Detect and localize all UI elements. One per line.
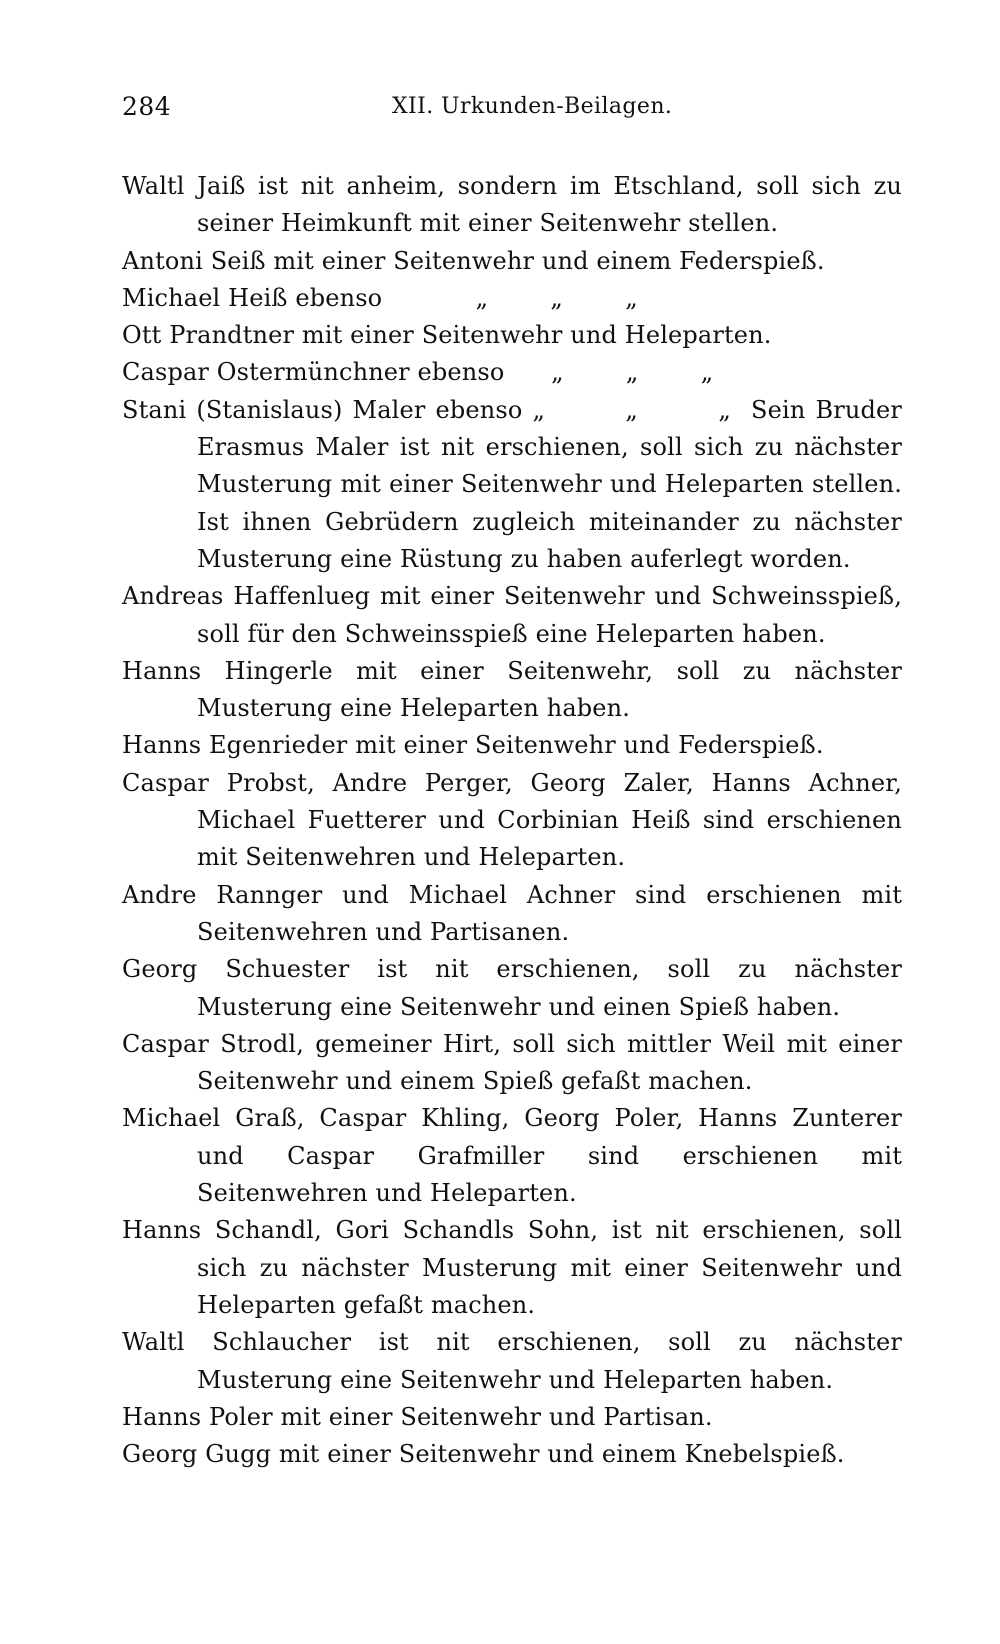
- entry-georg-gugg: Georg Gugg mit einer Seitenwehr und einem Knebelspieß.: [122, 1440, 845, 1469]
- running-title: XII. Urkunden-Beilagen.: [392, 94, 673, 119]
- entry-hanns-egenrieder: Hanns Egenrieder mit einer Seitenwehr und Federspieß.: [122, 731, 824, 760]
- entry-antoni-seiss: Antoni Seiß mit einer Seitenwehr und einem Federspieß.: [122, 246, 825, 275]
- entry-waltl-schlaucher: Waltl Schlaucher ist nit erschienen, soll zu nächster Musterung eine Seitenwehr und Heleparten haben.: [122, 1328, 910, 1394]
- body-text: [122, 168, 910, 1473]
- entry-andreas-haffenlueg: Andreas Haffenlueg mit einer Seitenwehr und Schweinsspieß, soll für den Schweinsspieß eine Heleparten haben.: [122, 582, 910, 648]
- entry-georg-schuester: Georg Schuester ist nit erschienen, soll zu nächster Musterung eine Seitenwehr und einen Spieß haben.: [122, 955, 910, 1021]
- entry-ott-prandtner: Ott Prandtner mit einer Seitenwehr und Heleparten.: [122, 321, 772, 350]
- page-header: [122, 92, 902, 132]
- entry-andre-rannger: Andre Rannger und Michael Achner sind erschienen mit Seitenwehren und Partisanen.: [122, 880, 910, 946]
- entry-hanns-poler: Hanns Poler mit einer Seitenwehr und Partisan.: [122, 1402, 713, 1431]
- entry-michael-grass-group: Michael Graß, Caspar Khling, Georg Poler, Hanns Zunterer und Caspar Grafmiller sind erschienen mit Seitenwehren und Heleparten.: [122, 1104, 910, 1208]
- entry-caspar-strodl: Caspar Strodl, gemeiner Hirt, soll sich mittler Weil mit einer Seitenwehr und einem Spieß gefaßt machen.: [122, 1029, 910, 1096]
- page-number: 284: [122, 92, 172, 121]
- entry-waltl-jaiss: Waltl Jaiß ist nit anheim, sondern im Etschland, soll sich zu seiner Heimkunft mit einer Seitenwehr stellen.: [122, 172, 910, 238]
- entry-hanns-hingerle: Hanns Hingerle mit einer Seitenwehr, soll zu nächster Musterung eine Heleparten haben.: [122, 656, 910, 723]
- entry-caspar-probst-group: Caspar Probst, Andre Perger, Georg Zaler, Hanns Achner, Michael Fuetterer und Corbinian Heiß sind erschienen mit Seitenwehren und Heleparten.: [122, 768, 910, 872]
- entry-caspar-ostermuenchner: Caspar Ostermünchner ebenso „ „ „: [122, 358, 714, 387]
- entry-hanns-schandl: Hanns Schandl, Gori Schandls Sohn, ist nit erschienen, soll sich zu nächster Musterung mit einer Seitenwehr und Heleparten gefaßt machen.: [122, 1216, 910, 1319]
- entry-stani-maler: Stani (Stanislaus) Maler ebenso „ „ „ Sein Bruder Erasmus Maler ist nit erschienen, soll sich zu nächster Musterung mit einer Seitenwehr und Heleparten stellen. Ist ihnen Gebrüdern zugleich miteinander zu nächster Musterung eine Rüstung zu haben auferlegt worden.: [122, 395, 910, 573]
- entry-michael-heiss: Michael Heiß ebenso „ „ „: [122, 283, 638, 312]
